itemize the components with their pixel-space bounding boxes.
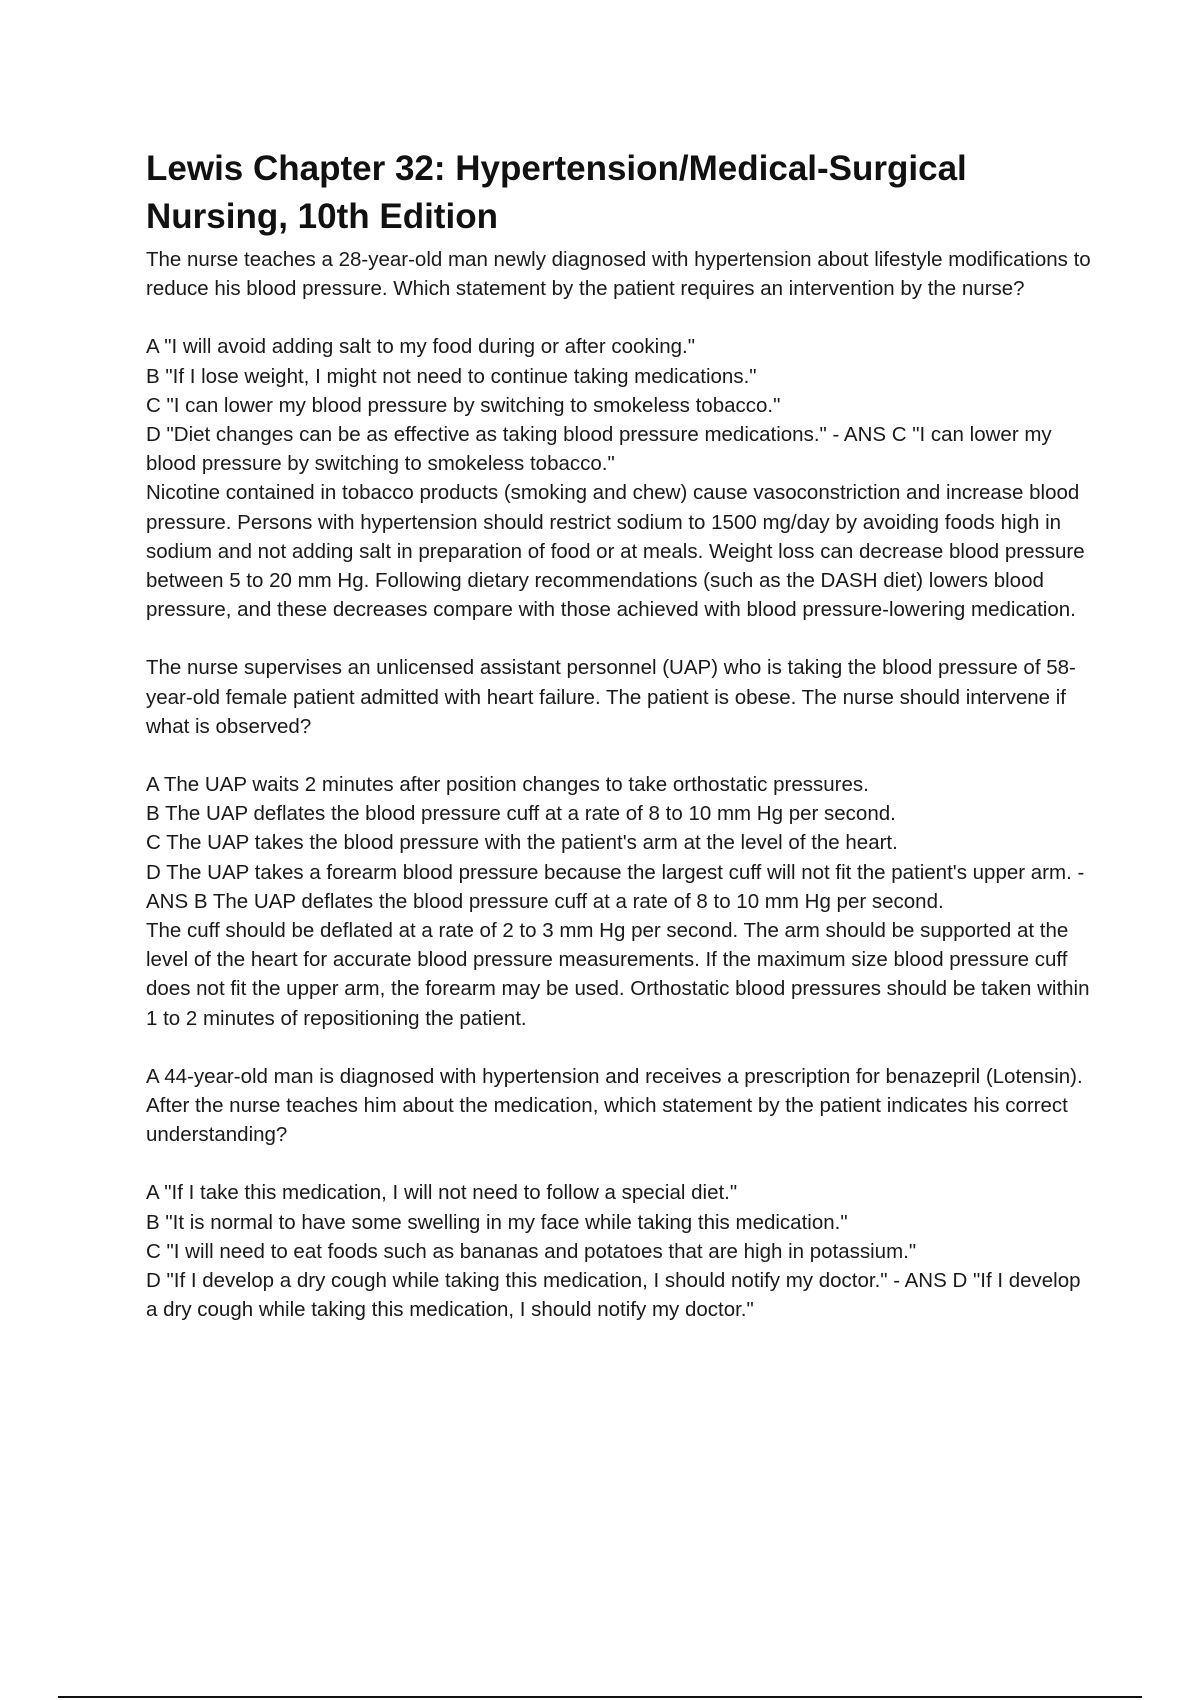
option-b: B The UAP deflates the blood pressure cuff at a rate of 8 to 10 mm Hg per second. bbox=[146, 802, 896, 826]
option-a: A "If I take this medication, I will not need to follow a special diet." bbox=[146, 1181, 738, 1205]
option-c: C "I will need to eat foods such as bananas and potatoes that are high in potassium." bbox=[146, 1239, 917, 1263]
option-c: C The UAP takes the blood pressure with the patient's arm at the level of the heart. bbox=[146, 831, 898, 855]
question-1 bbox=[146, 245, 1096, 624]
rationale: Nicotine contained in tobacco products (smoking and chew) cause vasoconstriction and increase blood pressure. Persons with hypertension should restrict sodium to 1500 mg/day by avoiding foods high in sodium and not adding salt in preparation of food or at meals. Weight loss can decrease blood pressure between 5 to 20 mm Hg. Following dietary recommendations (such as the DASH diet) lowers blood pressure, and these decreases compare with those achieved with blood pressure-lowering medication. bbox=[146, 481, 1085, 622]
question-stem: The nurse supervises an unlicensed assistant personnel (UAP) who is taking the blood pressure of 58-year-old female patient admitted with heart failure. The patient is obese. The nurse should intervene if what is observed? bbox=[146, 656, 1076, 738]
option-d-with-answer: D "If I develop a dry cough while taking this medication, I should notify my doctor." - ANS D "If I develop a dry cough while taking this medication, I should notify my doctor." bbox=[146, 1269, 1081, 1322]
option-d-with-answer: D "Diet changes can be as effective as taking blood pressure medications." - ANS C "I can lower my blood pressure by switching to smokeless tobacco." bbox=[146, 423, 1052, 476]
page-title: Lewis Chapter 32: Hypertension/Medical-Surgical Nursing, 10th Edition bbox=[146, 149, 967, 236]
option-d-with-answer: D The UAP takes a forearm blood pressure because the largest cuff will not fit the patient's upper arm. - ANS B The UAP deflates the blood pressure cuff at a rate of 8 to 10 mm Hg per second. bbox=[146, 860, 1085, 913]
spacer bbox=[146, 741, 1096, 770]
document-page bbox=[146, 145, 1096, 1325]
spacer bbox=[146, 1033, 1096, 1062]
footer-divider bbox=[58, 1696, 1142, 1698]
option-a: A The UAP waits 2 minutes after position changes to take orthostatic pressures. bbox=[146, 773, 869, 797]
spacer bbox=[146, 1149, 1096, 1178]
question-stem: The nurse teaches a 28-year-old man newly diagnosed with hypertension about lifestyle modifications to reduce his blood pressure. Which statement by the patient requires an intervention by the nurse? bbox=[146, 248, 1091, 301]
rationale: The cuff should be deflated at a rate of 2 to 3 mm Hg per second. The arm should be supported at the level of the heart for accurate blood pressure measurements. If the maximum size blood pressure cuff does not fit the upper arm, the forearm may be used. Orthostatic blood pressures should be taken within 1 to 2 minutes of repositioning the patient. bbox=[146, 919, 1090, 1030]
option-a: A "I will avoid adding salt to my food during or after cooking." bbox=[146, 335, 695, 359]
option-c: C "I can lower my blood pressure by switching to smokeless tobacco." bbox=[146, 393, 781, 417]
option-b: B "It is normal to have some swelling in my face while taking this medication." bbox=[146, 1210, 848, 1234]
spacer bbox=[146, 624, 1096, 653]
question-2 bbox=[146, 653, 1096, 1032]
option-b: B "If I lose weight, I might not need to continue taking medications." bbox=[146, 364, 757, 388]
question-3 bbox=[146, 1062, 1096, 1325]
question-stem: A 44-year-old man is diagnosed with hypertension and receives a prescription for benazepril (Lotensin). After the nurse teaches him about the medication, which statement by the patient indicates his correct understanding? bbox=[146, 1064, 1083, 1147]
spacer bbox=[146, 303, 1096, 332]
